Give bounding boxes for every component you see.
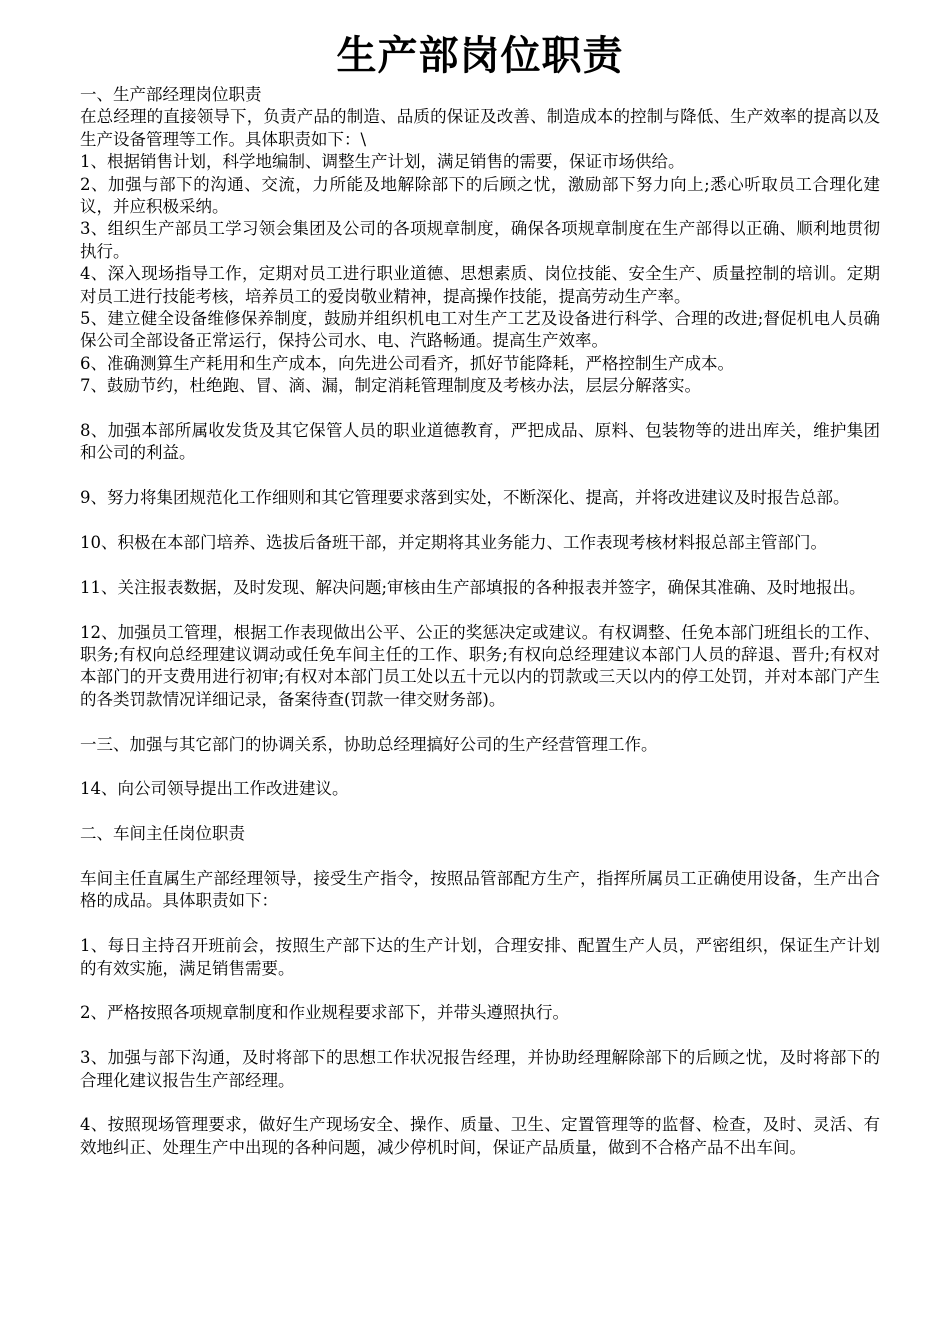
list-item: 7、鼓励节约，杜绝跑、冒、滴、漏，制定消耗管理制度及考核办法，层层分解落实。 [80, 376, 701, 396]
list-item: 6、准确测算生产耗用和生产成本，向先进公司看齐，抓好节能降耗，严格控制生产成本。 [80, 353, 734, 373]
list-item: 9、努力将集团规范化工作细则和其它管理要求落到实处，不断深化、提高，并将改进建议及时报告总部。 [80, 488, 850, 508]
list-item: 3、加强与部下沟通，及时将部下的思想工作状况报告经理，并协助经理解除部下的后顾之忧，及时将部下的合理化建议报告生产部经理。 [80, 1048, 880, 1090]
list-item: 10、积极在本部门培养、选拔后备班干部，并定期将其业务能力、工作表现考核材料报总部主管部门。 [80, 533, 827, 553]
list-item: 4、按照现场管理要求，做好生产现场安全、操作、质量、卫生、定置管理等的监督、检查，及时、灵活、有效地纠正、处理生产中出现的各种问题，减少停机时间，保证产品质量，做到不合格产品不出车间。 [80, 1115, 880, 1157]
list-item: 4、深入现场指导工作，定期对员工进行职业道德、思想素质、岗位技能、安全生产、质量控制的培训。定期对员工进行技能考核，培养员工的爱岗敬业精神，提高操作技能，提高劳动生产率。 [80, 264, 880, 306]
page-title: 生产部岗位职责 [336, 33, 624, 79]
list-item: 2、严格按照各项规章制度和作业规程要求部下，并带头遵照执行。 [80, 1003, 569, 1023]
list-item: 8、加强本部所属收发货及其它保管人员的职业道德教育，严把成品、原料、包装物等的进出库关，维护集团和公司的利益。 [80, 421, 880, 463]
paragraph: 车间主任直属生产部经理领导，接受生产指令，按照品管部配方生产，指挥所属员工正确使用设备，生产出合格的成品。具体职责如下： [80, 869, 880, 911]
section-heading: 一、生产部经理岗位职责 [80, 85, 262, 104]
list-item: 11、关注报表数据，及时发现、解决问题;审核由生产部填报的各种报表并签字，确保其准确、及时地报出。 [80, 577, 866, 597]
list-item: 1、每日主持召开班前会，按照生产部下达的生产计划，合理安排、配置生产人员，严密组织，保证生产计划的有效实施，满足销售需要。 [80, 936, 880, 978]
list-item: 5、建立健全设备维修保养制度，鼓励并组织机电工对生产工艺及设备进行科学、合理的改进;督促机电人员确保公司全部设备正常运行，保持公司水、电、汽路畅通。提高生产效率。 [80, 309, 880, 351]
list-item: 14、向公司领导提出工作改进建议。 [80, 779, 349, 799]
list-item: 1、根据销售计划，科学地编制、调整生产计划，满足销售的需要，保证市场供给。 [80, 152, 685, 172]
document-page [80, 28, 880, 1159]
section-heading: 二、车间主任岗位职责 [80, 824, 245, 844]
list-item: 一三、加强与其它部门的协调关系，协助总经理搞好公司的生产经营管理工作。 [80, 734, 658, 754]
paragraph: 在总经理的直接领导下，负责产品的制造、品质的保证及改善、制造成本的控制与降低、生产效率的提高以及生产设备管理等工作。具体职责如下：\ [80, 107, 880, 149]
list-item: 12、加强员工管理，根据工作表现做出公平、公正的奖惩决定或建议。有权调整、任免本部门班组长的工作、职务;有权向总经理建议调动或任免车间主任的工作、职务;有权向总经理建议本部门人员的辞退、晋升;有权对本部门的开支费用进行初审;有权对本部门员工处以五十元以内的罚款或三天以内的停工处罚，并对本部门产生的各类罚款情况详细记录，备案待查(罚款一律交财务部)。 [80, 622, 880, 709]
list-item: 2、加强与部下的沟通、交流，力所能及地解除部下的后顾之忧，激励部下努力向上;悉心听取员工合理化建议，并应积极采纳。 [80, 174, 880, 217]
list-item: 3、组织生产部员工学习领会集团及公司的各项规章制度，确保各项规章制度在生产部得以正确、顺利地贯彻执行。 [80, 219, 880, 261]
